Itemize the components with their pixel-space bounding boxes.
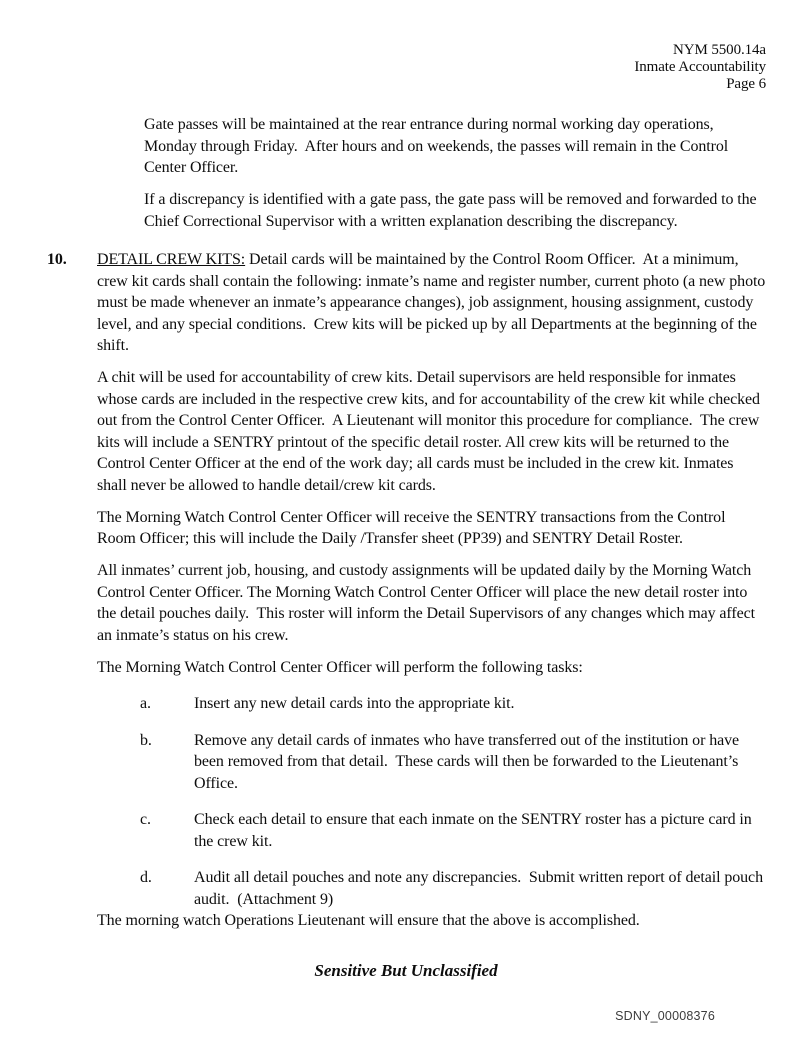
task-list	[97, 693, 766, 910]
task-text: Remove any detail cards of inmates who have transferred out of the institution or have been removed from that detail. These cards will then be forwarded to the Lieutenant’s Office.	[194, 731, 743, 792]
paragraph-chit-accountability: A chit will be used for accountability of crew kits. Detail supervisors are held responsible for inmates whose cards are included in the respective crew kits, and for accountability of the crew kit while checked out from the Control Center Officer. A Lieutenant will monitor this procedure for compliance. The crew kits will include a SENTRY printout of the specific detail roster. All crew kits will be returned to the Control Center Officer at the end of the work day; all cards must be included in the crew kit. Inmates shall never be allowed to handle detail/crew kit cards.	[97, 369, 764, 494]
page-number: Page 6	[726, 76, 766, 92]
section-10	[47, 249, 770, 942]
task-letter: c.	[140, 811, 151, 828]
task-item-d	[140, 867, 766, 910]
doc-number: NYM 5500.14a	[673, 42, 766, 58]
task-letter: b.	[140, 731, 152, 749]
classification-footer: Sensitive But Unclassified	[314, 961, 498, 980]
doc-title: Inmate Accountability	[634, 59, 766, 75]
task-text: Audit all detail pouches and note any discrepancies. Submit written report of detail pouch audit. (Attachment 9)	[194, 869, 767, 908]
intro-block	[144, 114, 766, 232]
task-item-b	[140, 730, 766, 795]
paragraph-sentry-transactions: The Morning Watch Control Center Officer will receive the SENTRY transactions from the Control Room Officer; this will include the Daily /Transfer sheet (PP39) and SENTRY Detail Roster.	[97, 508, 730, 547]
paragraph-closing: The morning watch Operations Lieutenant will ensure that the above is accomplished.	[97, 912, 640, 929]
section-number: 10.	[47, 251, 67, 268]
section-lead-paragraph	[97, 249, 770, 357]
task-item-a	[140, 693, 766, 715]
task-item-c	[140, 809, 766, 852]
bates-number: SDNY_00008376	[615, 1009, 715, 1023]
document-body	[47, 114, 770, 942]
paragraph-gate-pass-discrepancy: If a discrepancy is identified with a gate pass, the gate pass will be removed and forwarded to the Chief Correctional Supervisor with a written explanation describing the discrepancy.	[144, 191, 761, 230]
paragraph-gate-passes: Gate passes will be maintained at the rear entrance during normal working day operations, Monday through Friday. After hours and on weekends, the passes will remain in the Control Center Officer.	[144, 116, 732, 176]
task-text: Check each detail to ensure that each inmate on the SENTRY roster has a picture card in the crew kit.	[194, 811, 756, 850]
section-heading: DETAIL CREW KITS:	[97, 251, 246, 268]
document-header	[0, 42, 766, 93]
section-body	[97, 249, 770, 942]
task-text: Insert any new detail cards into the appropriate kit.	[194, 695, 515, 712]
task-letter: a.	[140, 695, 151, 712]
task-letter: d.	[140, 869, 152, 886]
section-lead-text: Detail cards will be maintained by the Control Room Officer. At a minimum, crew kit cards shall contain the following: inmate’s name and register number, current photo (a new photo must be made whenever an inmate’s appearance changes), job assignment, housing assignment, custody level, and any special conditions. Crew kits will be picked up by all Departments at the beginning of the shift.	[97, 251, 770, 354]
paragraph-daily-updates: All inmates’ current job, housing, and custody assignments will be updated daily by the Morning Watch Control Center Officer. The Morning Watch Control Center Officer will place the new detail roster into the detail pouches daily. This roster will inform the Detail Supervisors of any changes which may affect an inmate’s status on his crew.	[97, 562, 759, 644]
paragraph-tasks-lead-in: The Morning Watch Control Center Officer will perform the following tasks:	[97, 658, 583, 676]
